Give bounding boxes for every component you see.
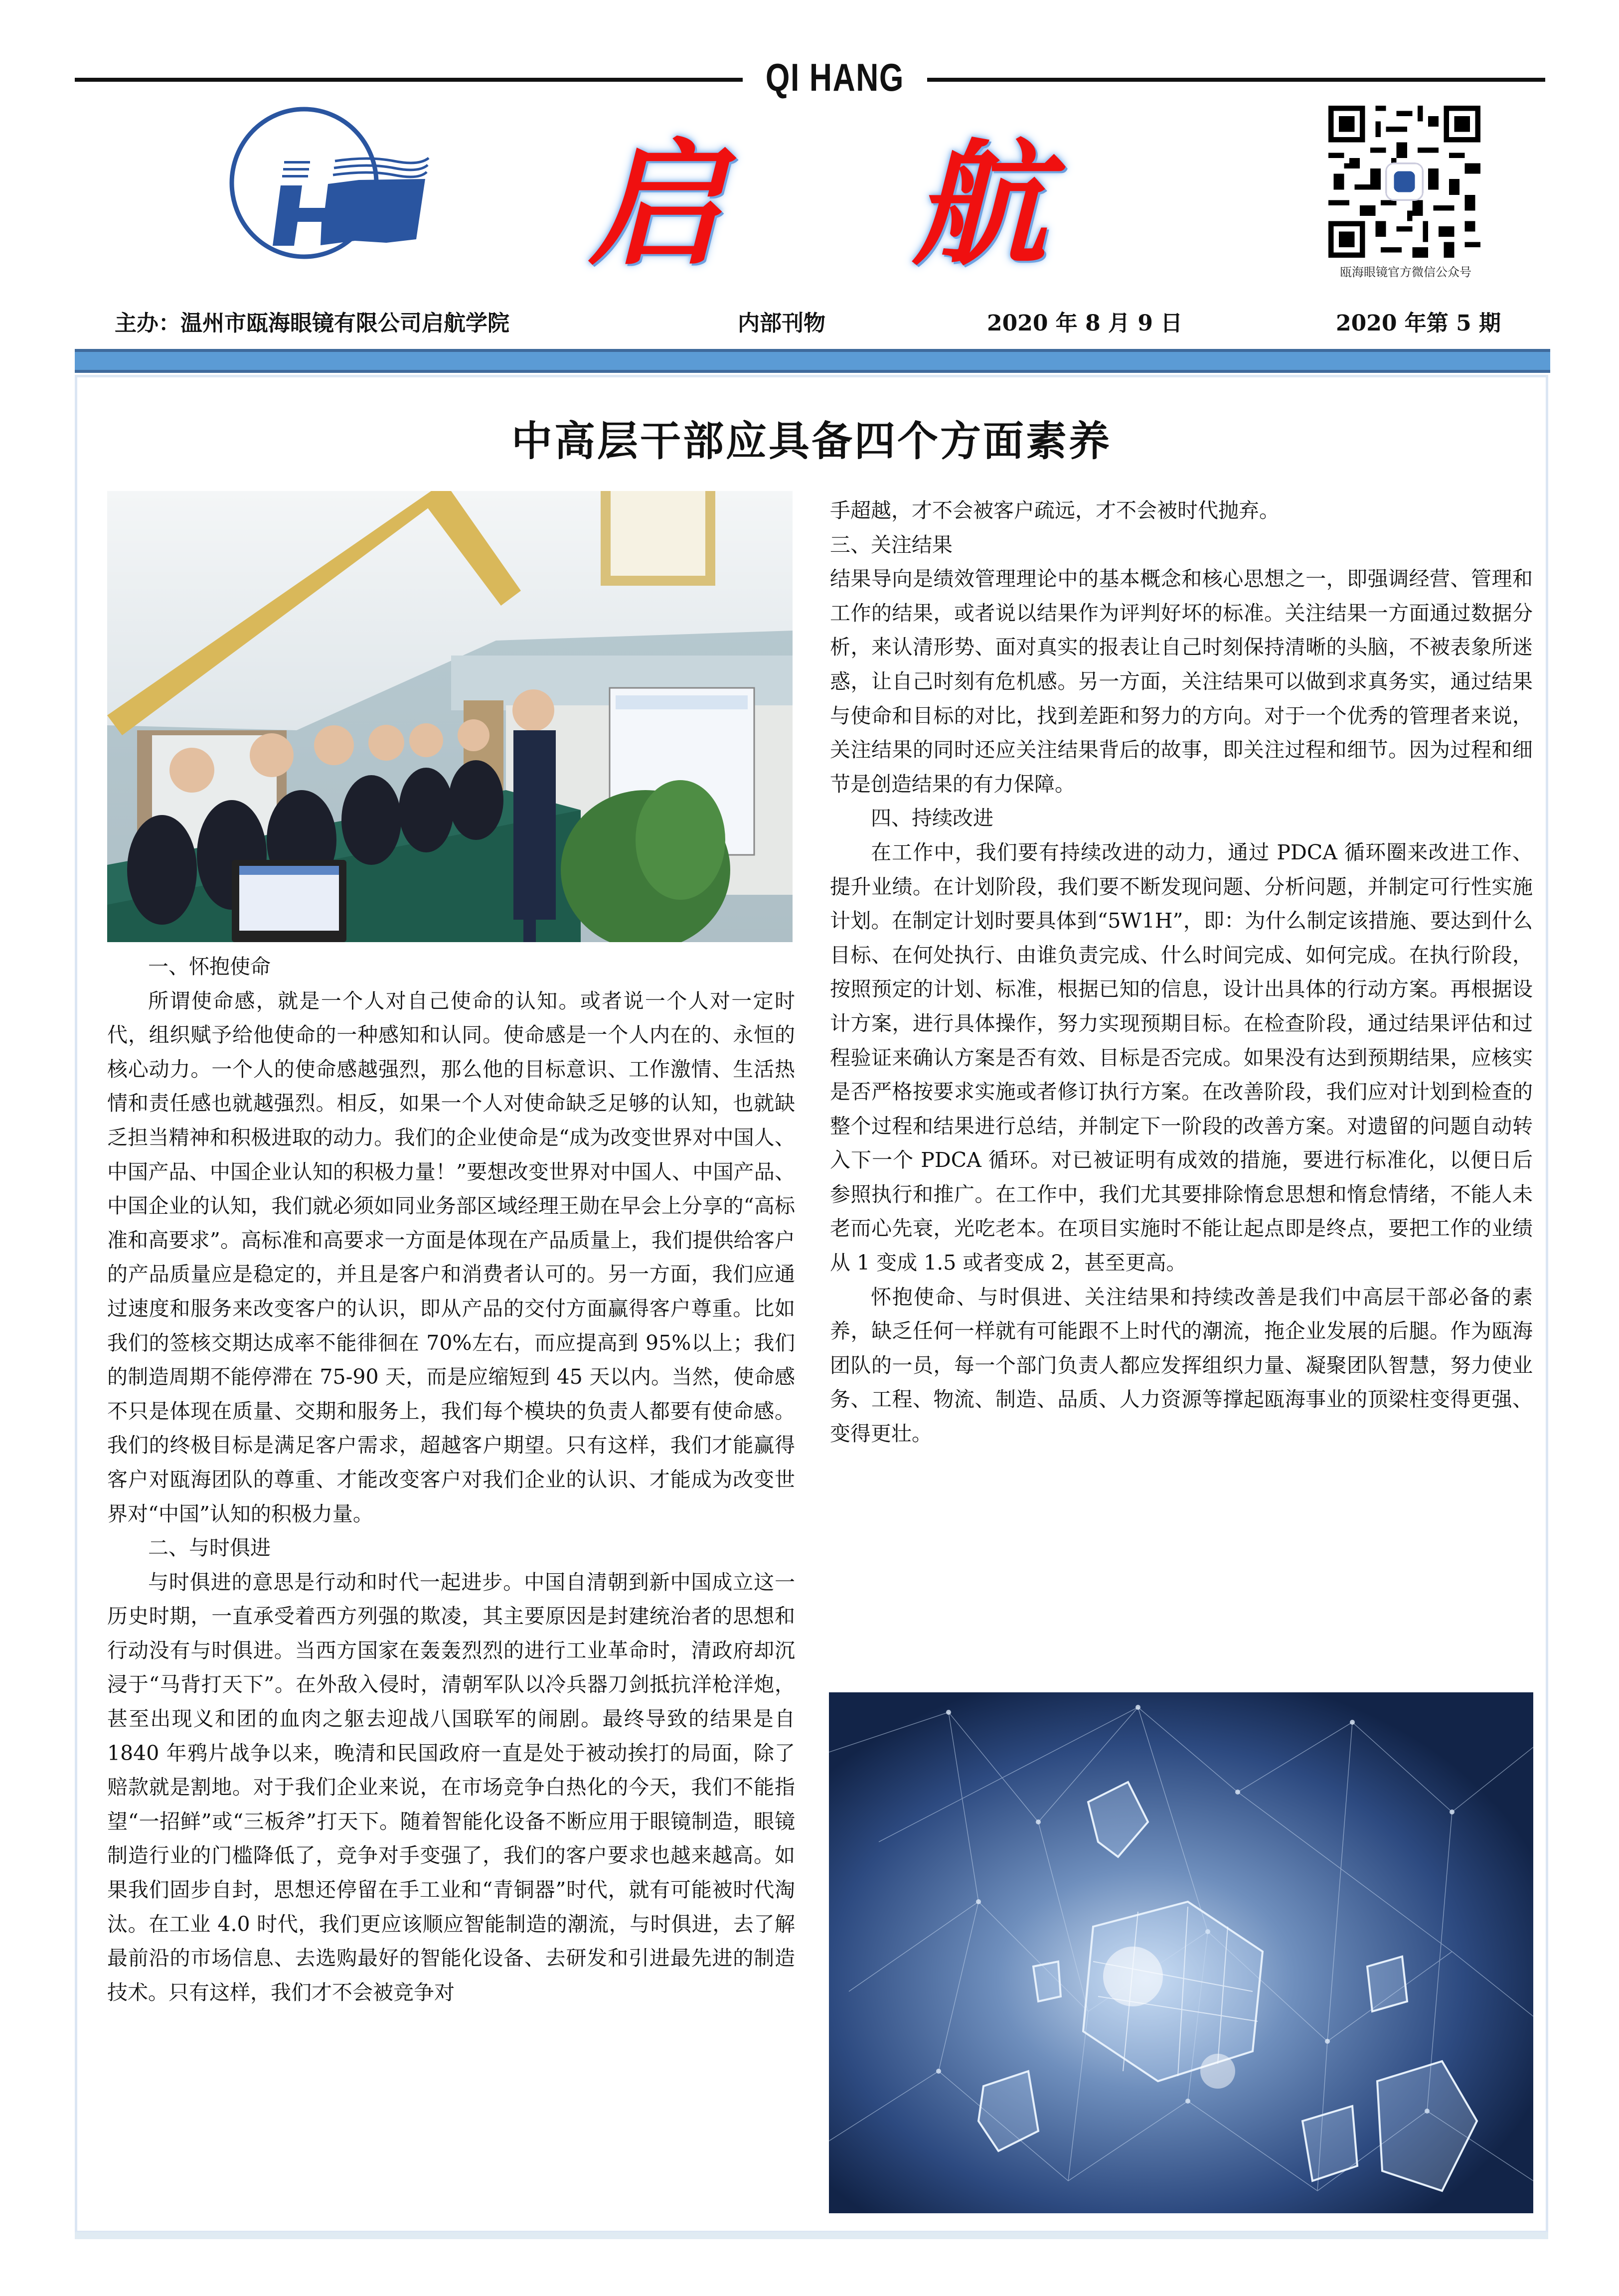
article-left-column — [107, 950, 795, 2009]
masthead-chinese-title — [588, 122, 1047, 287]
paragraph-conclusion: 怀抱使命、与时俱进、关注结果和持续改善是我们中高层干部必备的素养，缺乏任何一样就有可能跟不上时代的潮流，拖企业发展的后腿。作为瓯海团队的一员，每一个部门负责人都应发挥组织力量、凝聚团队智慧，努力使业务、工程、物流、制造、品质、人力资源等撑起瓯海事业的顶梁柱变得更强、变得更壮。 — [830, 1285, 1533, 1446]
company-logo-icon — [219, 102, 449, 267]
publication-info-line — [75, 305, 1545, 335]
section-heading-mission: 一、怀抱使命 — [148, 955, 271, 979]
tech-cube-illustration — [829, 1692, 1533, 2213]
header-divider-bar — [75, 349, 1550, 373]
issue-number: 2020 年第 5 期 — [1336, 311, 1501, 336]
paragraph-keep-pace-continued: 手超越，才不会被客户疏远，才不会被时代抛弃。 — [830, 498, 1280, 522]
article-right-column — [830, 493, 1533, 1451]
masthead-english-title: QI HANG — [765, 55, 905, 99]
masthead-rule-right — [927, 78, 1545, 82]
internal-publication-label: 内部刊物 — [738, 311, 825, 336]
masthead-char-1: 启 — [588, 125, 723, 284]
qr-caption: 瓯海眼镜官方微信公众号 — [1340, 265, 1471, 279]
publisher-host: 主办：温州市瓯海眼镜有限公司启航学院 — [115, 311, 509, 336]
article-title: 中高层干部应具备四个方面素养 — [511, 417, 1112, 465]
paragraph-focus-results: 结果导向是绩效管理理论中的基本概念和核心思想之一，即强调经营、管理和工作的结果，或者说以结果作为评判好坏的标准。关注结果一方面通过数据分析，来认清形势、面对真实的报表让自己时刻保持清晰的头脑，不被表象所迷惑，让自己时刻有危机感。另一方面，关注结果可以做到求真务实，通过结果与使命和目标的对比，找到差距和努力的方向。对于一个优秀的管理者来说，关注结果的同时还应关注结果背后的故事，即关注过程和细节。因为过程和细节是创造结果的有力保障。 — [830, 567, 1533, 796]
meeting-photo-illustration — [107, 491, 793, 942]
section-heading-continuous-improvement: 四、持续改进 — [871, 806, 993, 830]
paragraph-keep-pace: 与时俱进的意思是行动和时代一起进步。中国自清朝到新中国成立这一历史时期，一直承受着西方列强的欺凌，其主要原因是封建统治者的思想和行动没有与时俱进。当西方国家在轰轰烈烈的进行工业革命时，清政府却沉浸于“马背打天下”。在外敌入侵时，清朝军队以冷兵器刀剑抵抗洋枪洋炮，甚至出现义和团的血肉之躯去迎战八国联军的闹剧。最终导致的结果是自 1840 年鸦片战争以来，晚清和民国政府一直是处于被动挨打的局面，除了赔款就是割地。对于我们企业来说，在市场竞争白热化的今天，我们不能指望“一招鲜”或“三板斧”打天下。随着智能化设备不断应用于眼镜制造，眼镜制造行业的门槛降低了，竞争对手变强了，我们的客户要求也越来越高。如果我们固步自封，思想还停留在手工业和“青铜器”时代，就有可能被时代淘汰。在工业 4.0 时代，我们更应该顺应智能制造的潮流，与时俱进，去了解最前沿的市场信息、去选购最好的智能化设备、去研发和引进最先进的制造技术。只有这样，我们才不会被竞争对 — [107, 1570, 795, 2004]
tech-cube-image — [829, 1692, 1533, 2213]
meeting-photo — [107, 491, 793, 942]
publication-date: 2020 年 8 月 9 日 — [987, 311, 1183, 336]
masthead-rule-left — [75, 78, 743, 82]
paragraph-mission: 所谓使命感，就是一个人对自己使命的认知。或者说一个人对一定时代，组织赋予给他使命的一种感知和认同。使命感是一个人内在的、永恒的核心动力。一个人的使命感越强烈，那么他的目标意识、工作激情、生活热情和责任感也就越强烈。相反，如果一个人对使命缺乏足够的认知，也就缺乏担当精神和积极进取的动力。我们的企业使命是“成为改变世界对中国人、中国产品、中国企业认知的积极力量！”要想改变世界对中国人、中国产品、中国企业的认知，我们就必须如同业务部区域经理王勋在早会上分享的“高标准和高要求”。高标准和高要求一方面是体现在产品质量上，我们提供给客户的产品质量应是稳定的，并且是客户和消费者认可的。另一方面，我们应通过速度和服务来改变客户的认识，即从产品的交付方面赢得客户尊重。比如我们的签核交期达成率不能徘徊在 70%左右，而应提高到 95%以上；我们的制造周期不能停滞在 75-90 天，而是应缩短到 45 天以内。当然，使命感不只是体现在质量、交期和服务上，我们每个模块的负责人都要有使命感。我们的终极目标是满足客户需求，超越客户期望。只有这样，我们才能赢得客户对瓯海团队的尊重、才能改变客户对我们企业的认识、才能成为改变世界对“中国”认知的积极力量。 — [107, 988, 795, 1526]
masthead-char-2: 航 — [912, 125, 1047, 284]
article-frame-shadow — [75, 2232, 1548, 2239]
wechat-qr-code-icon — [1328, 106, 1480, 258]
section-heading-focus-results: 三、关注结果 — [830, 532, 953, 557]
paragraph-continuous-improvement: 在工作中，我们要有持续改进的动力，通过 PDCA 循环圈来改进工作、提升业绩。在计划阶段，我们要不断发现问题、分析问题，并制定可行性实施计划。在制定计划时要具体到“5W1H”，即：为什么制定该措施、要达到什么目标、在何处执行、由谁负责完成、什么时间完成、如何完成。在执行阶段，按照预定的计划、标准，根据已知的信息，设计出具体的行动方案。再根据设计方案，进行具体操作，努力实现预期目标。在检查阶段，通过结果评估和过程验证来确认方案是否有效、目标是否完成。如果没有达到预期结果，应核实是否严格按要求实施或者修订执行方案。在改善阶段，我们应对计划到检查的整个过程和结果进行总结，并制定下一阶段的改善方案。对遗留的问题自动转入下一个 PDCA 循环。对已被证明有成效的措施，要进行标准化，以便日后参照执行和推广。在工作中，我们尤其要排除惰怠思想和惰怠情绪，不能人未老而心先衰，光吃老本。在项目实施时不能让起点即是终点，要把工作的业绩从 1 变成 1.5 或者变成 2，甚至更高。 — [830, 840, 1533, 1275]
section-heading-keep-pace: 二、与时俱进 — [148, 1536, 271, 1560]
